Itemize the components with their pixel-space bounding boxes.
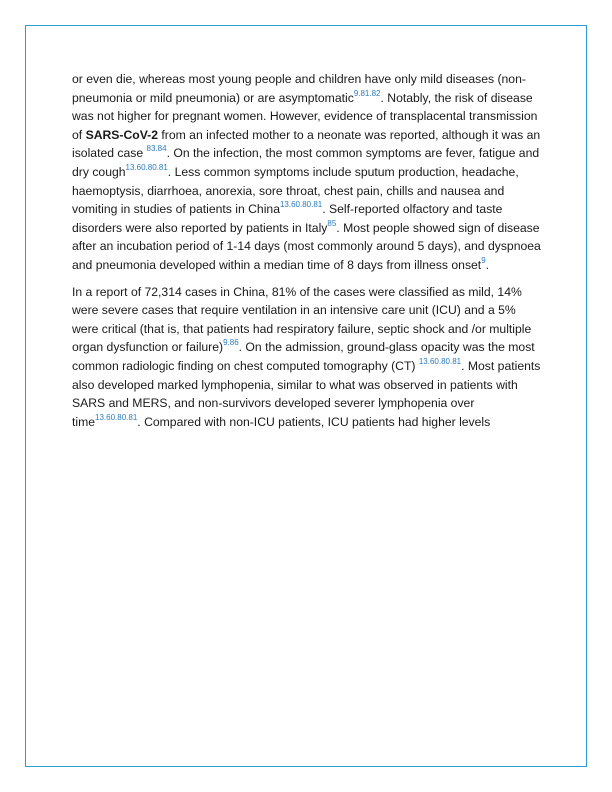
paragraph-2 (72, 283, 542, 432)
paragraph-text: . Self-reported olfactory and taste disorders were also reported by patients in Italy (72, 202, 503, 235)
paragraph-text: . Compared with non-ICU patients, ICU patients had higher levels (137, 414, 491, 429)
citation-reference[interactable]: 13.60.80.81 (95, 412, 138, 422)
paragraph-text: . On the infection, the most common symptoms are fever, fatigue and dry cough (72, 146, 540, 179)
citation-reference[interactable]: 13.60.80.81 (418, 356, 462, 366)
citation-reference[interactable]: 9.86 (223, 338, 239, 348)
citation-reference[interactable]: 13.60.80.81 (279, 200, 323, 210)
citation-reference[interactable]: 9 (481, 255, 486, 265)
citation-reference[interactable]: 13.60.80.81 (125, 162, 168, 172)
paragraph-text: . (485, 257, 490, 272)
citation-reference[interactable]: 9.81.82 (353, 88, 381, 98)
paragraph-text: . Notably, the risk of disease was not higher for pregnant women. However, evidence of transplacental transmission of (72, 90, 538, 142)
paragraph-text: . On the admission, ground-glass opacity was the most common radiologic finding on chest computed tomography (CT) (72, 340, 535, 373)
citation-reference[interactable]: 83.84 (146, 144, 167, 154)
paragraph-text: . Most people showed sign of disease after an incubation period of 1-14 days (most commonly around 5 days), and dyspnoea and pneumonia developed within a median time of 8 days from illness onset (72, 220, 541, 272)
paragraph-text: . Less common symptoms include sputum production, headache, haemoptysis, diarrhoea, anorexia, sore throat, chest pain, chills and nausea and vomiting in studies of patients in China (72, 164, 519, 217)
paragraph-text: or even die, whereas most young people and children have only mild diseases (non-pneumonia or mild pneumonia) or are asymptomatic (72, 72, 526, 105)
paragraph-text: from an infected mother to a neonate was reported, although it was an isolated case (72, 127, 541, 161)
virus-name-bold: SARS-CoV-2 (85, 127, 159, 142)
citation-reference[interactable]: 85 (327, 218, 337, 228)
paragraph-1 (72, 70, 542, 275)
paragraph-text: In a report of 72,314 cases in China, 81% of the cases were classified as mild, 14% were severe cases that require ventilation in an intensive care unit (ICU) and a 5% were critical (that is, that patients had respiratory failure, septic shock and /or multiple organ dysfunction or failure) (72, 284, 532, 355)
paragraph-text: . Most patients also developed marked lymphopenia, similar to what was observed in patients with SARS and MERS, and non-survivors developed severer lymphopenia over time (72, 358, 541, 429)
document-body (72, 70, 542, 439)
